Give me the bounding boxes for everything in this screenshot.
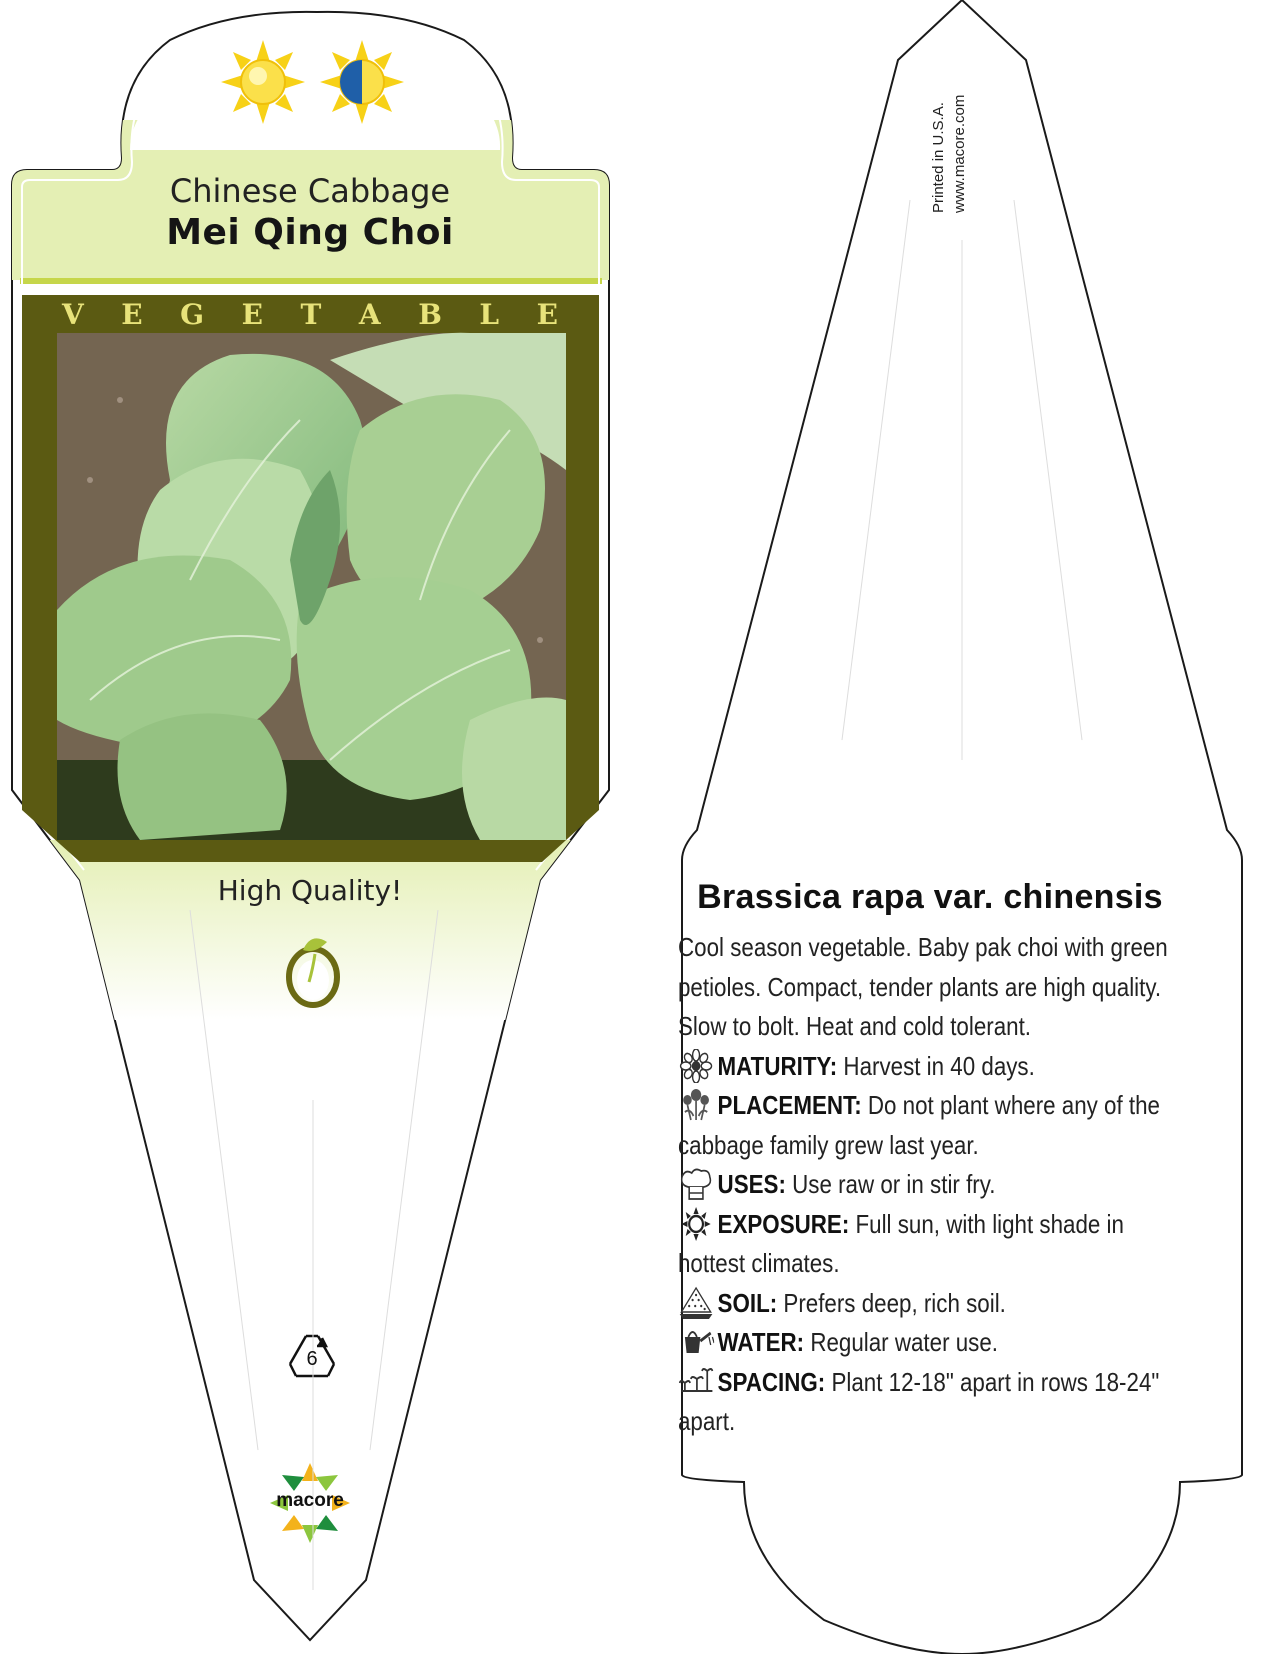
category-letter: B [418, 298, 442, 331]
attribute-text: Use raw or in stir fry. [792, 1169, 996, 1199]
attribute-label: USES: [717, 1169, 786, 1199]
soil-icon [678, 1286, 714, 1320]
brand-name: macore [276, 1490, 344, 1511]
plant-placement-icon [678, 1088, 714, 1122]
variety-name: Mei Qing Choi [166, 212, 454, 253]
description-block [678, 928, 1168, 1442]
attribute-soil [678, 1284, 1168, 1324]
attribute-exposure [678, 1205, 1168, 1284]
attribute-label: SPACING: [717, 1366, 826, 1397]
category-letter: T [300, 298, 322, 331]
part-sun-icon [320, 40, 404, 124]
botanical-name: Brassica rapa var. chinensis [697, 878, 1163, 916]
seedlings-icon [678, 1365, 714, 1399]
attribute-text: Harvest in 40 days. [843, 1050, 1035, 1081]
attribute-water [678, 1323, 1168, 1363]
attribute-label: EXPOSURE: [717, 1208, 850, 1239]
category-banner [40, 298, 580, 332]
description-text: Cool season vegetable. Baby pak choi with green petioles. Compact, tender plants are high quality. Slow to bolt. Heat and cold tolerant. [678, 932, 1168, 1041]
attribute-maturity [678, 1047, 1168, 1087]
flower-icon [678, 1049, 714, 1083]
printed-in-text: Printed in U.S.A. [930, 102, 947, 213]
attribute-label: MATURITY: [717, 1050, 838, 1081]
attribute-text: Full sun, with light shade in hottest climates. [678, 1208, 1124, 1278]
attribute-text: Plant 12-18" apart in rows 18-24" apart. [678, 1366, 1160, 1436]
category-letter: L [479, 298, 500, 331]
attribute-spacing [678, 1363, 1168, 1442]
recycle-number: 6 [306, 1348, 318, 1370]
tagline: High Quality! [217, 874, 403, 907]
category-letter: E [121, 298, 143, 331]
website-text: www.macore.com [951, 94, 968, 213]
category-letter: G [180, 298, 205, 331]
chef-hat-icon [678, 1167, 714, 1201]
attribute-label: PLACEMENT: [717, 1090, 862, 1120]
printed-info [928, 53, 968, 213]
attribute-text: Regular water use. [810, 1327, 999, 1357]
attribute-label: SOIL: [717, 1287, 778, 1318]
sun-exposure-icon [678, 1207, 714, 1241]
category-letter: A [358, 298, 381, 331]
attribute-uses [678, 1165, 1168, 1205]
full-sun-icon [221, 40, 305, 124]
category-letter: E [241, 298, 263, 331]
cabbage-photo [57, 333, 566, 840]
category-letter: V [62, 298, 84, 331]
attribute-text: Prefers deep, rich soil. [783, 1287, 1006, 1318]
front-tag [0, 12, 640, 1640]
attribute-placement [678, 1086, 1168, 1165]
category-letter: E [536, 298, 558, 331]
common-name: Chinese Cabbage [169, 172, 451, 210]
watering-can-icon [678, 1325, 714, 1359]
attribute-text: Do not plant where any of the cabbage family grew last year. [678, 1090, 1161, 1160]
attribute-label: WATER: [717, 1327, 805, 1357]
